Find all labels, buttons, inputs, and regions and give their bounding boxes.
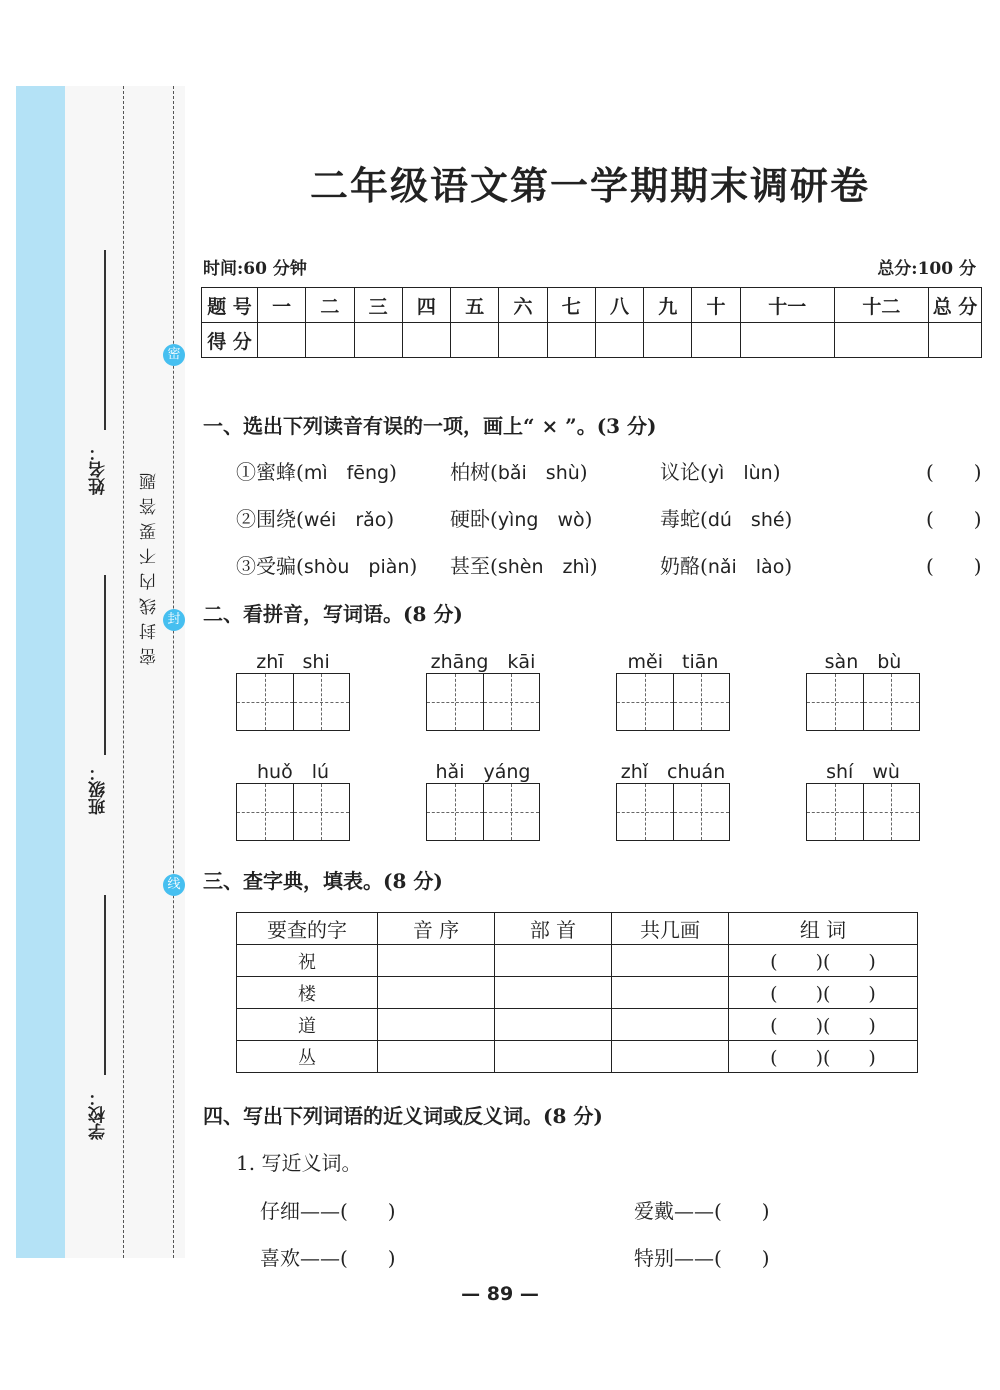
dict-input-cell[interactable] [495,1041,612,1073]
section1-item: ①蜜蜂(mì fēng) [236,460,397,484]
score-header-cell: 三 [354,288,402,323]
dict-input-cell[interactable] [378,1009,495,1041]
writing-grid[interactable] [236,673,350,731]
score-header-cell: 六 [499,288,547,323]
pinyin-prompt: zhāng kāi [430,651,536,673]
synonym-item[interactable]: 仔细——( ) [260,1199,396,1223]
writing-grid[interactable] [426,673,540,731]
seal-feng: 封 [163,609,185,631]
lookup-char: 祝 [237,945,378,977]
score-header-cell: 总 分 [929,288,982,323]
lookup-char: 楼 [237,977,378,1009]
school-blank[interactable] [104,895,106,1075]
writing-grid[interactable] [806,673,920,731]
dict-input-cell[interactable] [612,945,729,977]
section1-item: 甚至(shèn zhì) [450,554,598,578]
word-text: ②围绕( [236,507,304,531]
score-header-cell: 十 [692,288,740,323]
exam-time: 时间:60 分钟 [203,259,307,279]
dict-header-row [237,913,918,945]
school-label: 学校： [89,1089,109,1141]
score-input-cell[interactable] [451,323,499,358]
score-input-cell[interactable] [595,323,643,358]
total-score: 总分:100 分 [877,259,976,279]
pinyin-prompt: zhǐ chuán [620,761,726,783]
answer-blank[interactable]: ( ) [926,460,982,484]
dict-input-cell[interactable] [495,1009,612,1041]
score-input-cell[interactable] [354,323,402,358]
table-row [237,1009,918,1041]
ci-blank[interactable]: ( )( ) [729,977,918,1009]
table-row [237,977,918,1009]
score-input-cell[interactable] [547,323,595,358]
pinyin-text: mì fēng [303,462,390,484]
name-blank[interactable] [104,250,106,430]
section1-item: 议论(yì lùn) [660,460,781,484]
pinyin-prompt: sàn bù [824,651,902,673]
word-text: ③受骗( [236,554,304,578]
score-table [201,287,982,358]
writing-grid[interactable] [616,783,730,841]
ci-blank[interactable]: ( )( ) [729,1041,918,1073]
lookup-char: 丛 [237,1041,378,1073]
word-text: 甚至( [450,554,498,578]
score-row-label: 得 分 [202,323,258,358]
dict-header-cell: 音 序 [378,913,495,945]
class-label: 班级： [89,764,109,816]
pinyin-prompt: měi tiān [627,651,719,673]
section3-title: 三、查字典，填表。(8 分) [203,869,443,893]
name-label: 姓名： [89,444,109,496]
score-input-cell[interactable] [499,323,547,358]
lookup-char: 道 [237,1009,378,1041]
dict-header-cell: 部 首 [495,913,612,945]
writing-grid[interactable] [236,783,350,841]
section1-title: 一、选出下列读音有误的一项，画上“ × ”。(3 分) [203,414,657,438]
score-input-cell[interactable] [258,323,306,358]
pinyin-prompt: hǎi yáng [435,761,531,783]
pinyin-text: shòu piàn [303,556,410,578]
dict-input-cell[interactable] [378,977,495,1009]
pinyin-text: nǎi lào [707,556,785,578]
cut-line-outer [173,86,174,1258]
section1-item: ③受骗(shòu piàn) [236,554,418,578]
seal-notice: 密封线内不要答题 [140,465,160,665]
pinyin-text: bǎi shù [497,462,580,484]
ci-blank[interactable]: ( )( ) [729,945,918,977]
score-header-cell: 十二 [834,288,928,323]
writing-grid[interactable] [426,783,540,841]
section2-title: 二、看拼音，写词语。(8 分) [203,602,463,626]
dict-input-cell[interactable] [495,977,612,1009]
page-title: 二年级语文第一学期期末调研卷 [309,163,870,208]
dict-input-cell[interactable] [612,1041,729,1073]
score-input-cell[interactable] [402,323,450,358]
dict-input-cell[interactable] [495,945,612,977]
answer-blank[interactable]: ( ) [926,554,982,578]
word-text: ①蜜蜂( [236,460,304,484]
pinyin-text: wéi rǎo [303,509,387,531]
score-input-cell[interactable] [740,323,834,358]
score-header-cell: 题 号 [202,288,258,323]
score-header-cell: 一 [258,288,306,323]
section4-sub1: 1. 写近义词。 [236,1151,362,1175]
answer-blank[interactable]: ( ) [926,507,982,531]
score-input-cell[interactable] [929,323,982,358]
section1-item: ②围绕(wéi rǎo) [236,507,395,531]
section1-item: 奶酪(nǎi lào) [660,554,793,578]
ci-blank[interactable]: ( )( ) [729,1009,918,1041]
score-header-cell: 二 [306,288,354,323]
score-header-cell: 十一 [740,288,834,323]
score-input-cell[interactable] [306,323,354,358]
dictionary-table [236,912,918,1073]
seal-xian: 线 [163,874,185,896]
score-header-cell: 五 [451,288,499,323]
table-row [237,1041,918,1073]
word-text: 硬卧( [450,507,498,531]
dict-input-cell[interactable] [612,977,729,1009]
score-header-cell: 八 [595,288,643,323]
pinyin-prompt: shí wù [826,761,900,783]
dict-header-cell: 要查的字 [237,913,378,945]
word-text: 奶酪( [660,554,708,578]
binding-margin [65,86,185,1258]
dict-input-cell[interactable] [378,1041,495,1073]
writing-grid[interactable] [806,783,920,841]
word-text: 毒蛇( [660,507,708,531]
score-input-cell[interactable] [644,323,692,358]
pinyin-text: shèn zhì [497,556,590,578]
pinyin-prompt: zhī shi [256,651,330,673]
dict-header-cell: 共几画 [612,913,729,945]
writing-grid[interactable] [616,673,730,731]
pinyin-prompt: huǒ lú [256,761,330,783]
score-header-cell: 七 [547,288,595,323]
score-header-row [202,288,982,323]
section1-item: 毒蛇(dú shé) [660,507,793,531]
synonym-item[interactable]: 特别——( ) [634,1246,770,1270]
dict-header-cell: 组 词 [729,913,918,945]
score-value-row [202,323,982,358]
score-header-cell: 四 [402,288,450,323]
pinyin-text: yìng wò [497,509,585,531]
binding-strip [16,86,65,1258]
class-blank[interactable] [104,575,106,755]
synonym-item[interactable]: 喜欢——( ) [260,1246,396,1270]
cut-line-inner [123,86,124,1258]
dict-input-cell[interactable] [612,1009,729,1041]
score-input-cell[interactable] [692,323,740,358]
pinyin-text: yì lùn [707,462,773,484]
page-number: — 89 — [461,1283,539,1305]
word-text: 议论( [660,460,708,484]
table-row [237,945,918,977]
section1-item: 柏树(bǎi shù) [450,460,588,484]
score-input-cell[interactable] [834,323,928,358]
word-text: 柏树( [450,460,498,484]
synonym-item[interactable]: 爱戴——( ) [634,1199,770,1223]
score-header-cell: 九 [644,288,692,323]
section4-title: 四、写出下列词语的近义词或反义词。(8 分) [203,1104,603,1128]
pinyin-text: dú shé [707,509,785,531]
dict-input-cell[interactable] [378,945,495,977]
section1-item: 硬卧(yìng wò) [450,507,593,531]
seal-mi: 密 [163,344,185,366]
